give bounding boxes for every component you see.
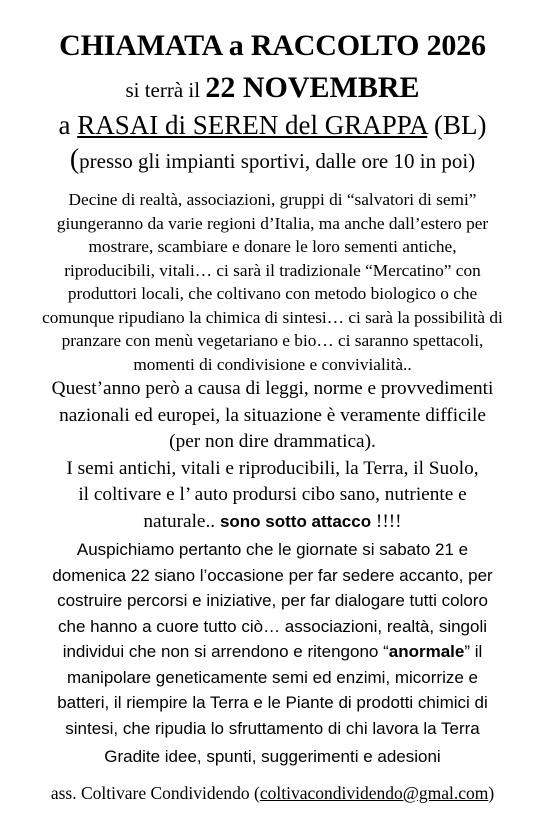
- paragraph-line-emphasis: [4, 639, 541, 665]
- text-after: !!!!: [371, 510, 402, 532]
- paragraph-line: il coltivare e l’ auto prodursi cibo sano, nutriente e: [78, 484, 467, 505]
- signature-line: [0, 781, 545, 805]
- paragraph-line: Auspichiamo pertanto che le giornate si sabato 21 e: [76, 540, 469, 559]
- event-note: presso gli impianti sportivi, dalle ore 10 in poi): [79, 149, 476, 173]
- signature-close: ): [488, 783, 495, 803]
- under-attack-text: sono sotto attacco: [219, 511, 372, 531]
- paragraph-line: momenti di condivisione e convivialità..: [133, 354, 412, 374]
- paragraph-situation: [8, 376, 537, 535]
- text-after: ” il: [464, 642, 483, 661]
- place-suffix: (BL): [434, 110, 487, 140]
- paragraph-line: batteri, il riempire la Terra e le Piante di prodotti chimici di: [57, 693, 488, 712]
- thanks-line: Gradite idee, spunti, suggerimenti e adesioni: [104, 747, 441, 766]
- paragraph-line: riproducibili, vitali… ci sarà il tradizionale “Mercatino” con: [64, 260, 481, 280]
- event-place-line: [0, 108, 545, 142]
- paragraph-line: giungeranno da varie regioni d’Italia, ma anche dall’estero per: [56, 213, 489, 233]
- date-prefix: si terrà il: [125, 78, 201, 102]
- paragraph-line: (per non dire drammatica).: [169, 431, 376, 452]
- paragraph-line-emphasis: [8, 509, 537, 536]
- paragraph-line: sintesi, che ripudia lo sfruttamento di chi lavora la Terra: [65, 718, 480, 738]
- paragraph-line: comunque ripudiano la chimica di sintesi… ci sarà la possibilità di: [42, 307, 503, 327]
- event-date-line: [0, 70, 545, 108]
- place-prefix: a: [58, 110, 71, 140]
- paragraph-line: pranzare con menù vegetariano e bio… ci saranno spettacoli,: [61, 331, 484, 350]
- org-name: ass. Coltivare Condividendo (: [50, 783, 260, 803]
- text-before: naturale..: [143, 510, 216, 532]
- note-open-paren: (: [69, 144, 80, 175]
- paragraph-line: Quest’anno però a causa di leggi, norme e provvedimenti: [51, 378, 494, 399]
- paragraph-intro: [14, 188, 531, 376]
- paragraph-line: nazionali ed europei, la situazione è veramente difficile: [59, 404, 486, 426]
- event-date: 22 NOVEMBRE: [205, 71, 420, 104]
- event-title: CHIAMATA a RACCOLTO 2026: [59, 29, 486, 62]
- paragraph-line: costruire percorsi e iniziative, per far dialogare tutti coloro: [57, 591, 488, 610]
- event-place: RASAI di SEREN del GRAPPA: [77, 110, 428, 140]
- paragraph-line: Decine di realtà, associazioni, gruppi di “salvatori di semi”: [68, 190, 477, 209]
- paragraph-line: I semi antichi, vitali e riproducibili, la Terra, il Suolo,: [66, 457, 479, 479]
- paragraph-line: manipolare geneticamente semi ed enzimi, micorrize e: [66, 667, 478, 687]
- paragraph-line: produttori locali, che coltivano con metodo biologico o che: [67, 284, 478, 303]
- contact-email-link[interactable]: coltivacondividendo@gmal.com: [259, 783, 489, 803]
- event-note-line: [0, 143, 545, 178]
- text-before: individui che non si arrendono e ritengono “: [62, 642, 389, 661]
- paragraph-line: domenica 22 siano l’occasione per far sedere accanto, per: [52, 565, 493, 585]
- paragraph-hope: [4, 537, 541, 741]
- abnormal-text: anormale: [388, 642, 465, 661]
- paragraph-line: mostrare, scambiare e donare le loro sementi antiche,: [88, 237, 457, 256]
- paragraph-line: che hanno a cuore tutto ciò… associazioni, realtà, singoli: [57, 616, 488, 636]
